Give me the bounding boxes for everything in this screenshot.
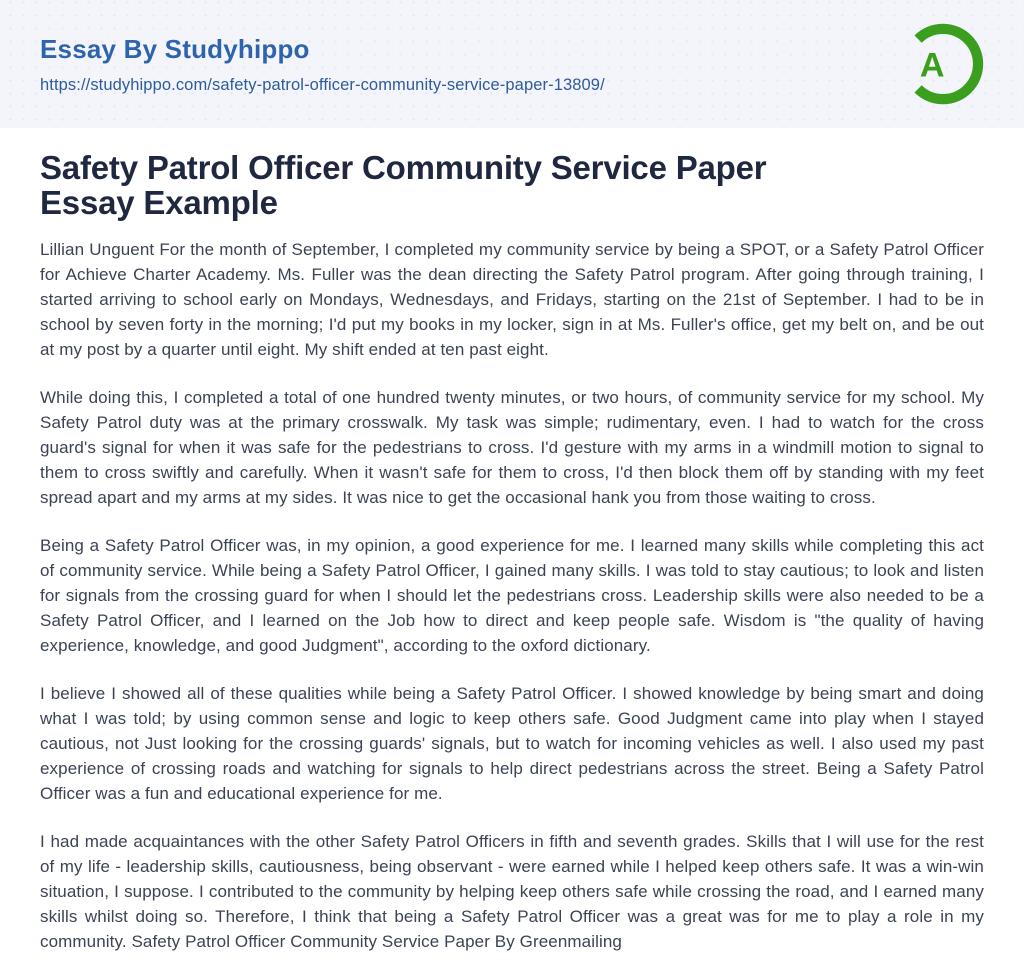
essay-paragraph-3: Being a Safety Patrol Officer was, in my opinion, a good experience for me. I learned many skills while completing this act of community service. While being a Safety Patrol Officer, I gained many skills. I was told to stay cautious; to look and listen for signals from the crossing guard for when I should let the pedestrians cross. Leadership skills were also needed to be a Safety Patrol Officer, and I learned on the Job how to direct and keep people safe. Wisdom is "the quality of having experience, knowledge, and good Judgment", according to the oxford dictionary.: [40, 536, 984, 655]
site-header: [0, 0, 1024, 128]
essay-paragraph-2: While doing this, I completed a total of one hundred twenty minutes, or two hours, of community service for my school. My Safety Patrol duty was at the primary crosswalk. My task was simple; rudimentary, even. I had to watch for the cross guard's signal for when it was safe for the pedestrians to cross. I'd gesture with my arms in a windmill motion to signal to them to cross swiftly and carefully. When it wasn't safe for them to cross, I'd then block them off by standing with my feet spread apart and my arms at my sides. It was nice to get the occasional hank you from those waiting to cross.: [40, 388, 984, 507]
essay-title-line-1: Safety Patrol Officer Community Service Paper: [40, 149, 767, 186]
essay-paragraph-4: I believe I showed all of these qualities while being a Safety Patrol Officer. I showed knowledge by being smart and doing what I was told; by using common sense and logic to keep others safe. Good Judgment came into play when I stayed cautious, not Just looking for the crossing guards' signals, but to watch for incoming vehicles as well. I also used my past experience of crossing roads and watching for signals to help direct pedestrians across the street. Being a Safety Patrol Officer was a fun and educational experience for me.: [40, 684, 984, 803]
essay-paragraph-5: I had made acquaintances with the other Safety Patrol Officers in fifth and seventh grades. Skills that I will use for the rest of my life - leadership skills, cautiousness, being observant - were earned while I helped keep others safe. It was a win-win situation, I suppose. I contributed to the community by helping keep others safe while crossing the road, and I earned many skills whilst doing so. Therefore, I think that being a Safety Patrol Officer was a great was for me to play a role in my community. Safety Patrol Officer Community Service Paper By Greenmailing: [40, 832, 984, 951]
logo-letter: A: [919, 46, 945, 85]
essay-title-line-2: Essay Example: [40, 184, 278, 221]
essay-paragraph-1: Lillian Unguent For the month of September, I completed my community service by being a SPOT, or a Safety Patrol Officer for Achieve Charter Academy. Ms. Fuller was the dean directing the Safety Patrol program. After going through training, I started arriving to school early on Mondays, Wednesdays, and Fridays, starting on the 21st of September. I had to be in school by seven forty in the morning; I'd put my books in my locker, sign in at Ms. Fuller's office, get my belt on, and be out at my post by a quarter until eight. My shift ended at ten past eight.: [40, 240, 984, 359]
essay-content: [0, 150, 1024, 954]
essay-url-link[interactable]: https://studyhippo.com/safety-patrol-officer-community-service-paper-13809/: [40, 75, 605, 94]
header-text-block: [40, 34, 605, 95]
studyhippo-logo: [902, 23, 984, 105]
essay-title: [40, 150, 984, 220]
site-title: Essay By Studyhippo: [40, 33, 310, 64]
essay-body: [40, 237, 984, 954]
